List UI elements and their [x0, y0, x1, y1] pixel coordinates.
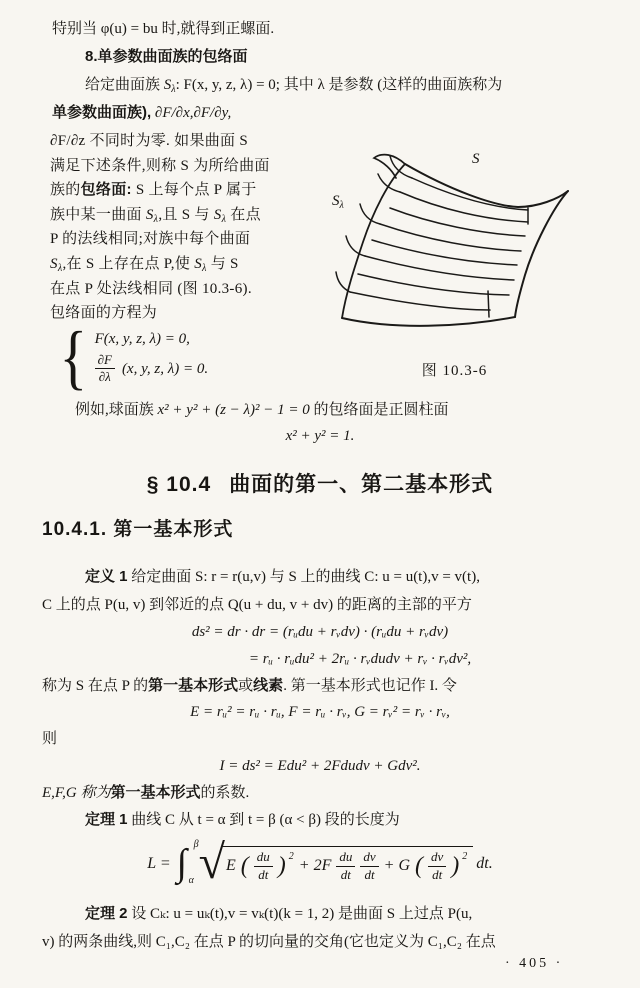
- intro-line-3-text: 给定曲面族: [85, 77, 164, 93]
- figure-lambda-subscript: λ: [339, 200, 344, 211]
- envelope-line-1: ∂F/∂z 不同时为零. 如果曲面 S: [50, 133, 249, 149]
- integral-upper-limit: β: [193, 839, 199, 850]
- line-element-term: 线素: [253, 677, 284, 694]
- fraction-denominator: dt: [340, 866, 351, 882]
- section-title: 曲面的第一、第二基本形式: [229, 473, 494, 496]
- figure-label-s-lambda: [332, 192, 344, 213]
- integral-glyph: ∫: [176, 842, 188, 884]
- figure-surface-s: S: [472, 151, 480, 167]
- radical-sign: √: [198, 836, 225, 889]
- surface-family-symbol: S: [163, 77, 172, 93]
- plus-G-term: + G: [383, 857, 410, 874]
- du-dt-fraction: [254, 850, 273, 881]
- fraction-denominator: dt: [364, 866, 375, 882]
- theorem-1-label: 定理 1: [85, 811, 128, 828]
- intro-line-3-rest: : F(x, y, z, λ) = 0; 其中 λ 是参数 (这样的曲面族称为: [175, 77, 503, 93]
- close-paren: ): [451, 853, 460, 879]
- formula-row: [0, 836, 640, 889]
- theorem-2-label: 定理 2: [85, 905, 128, 922]
- lambda-subscript: λ: [202, 262, 207, 274]
- theorem-2-text-1: 设 Cₖ: u = uₖ(t),v = vₖ(t)(k = 1, 2) 是曲面 S 上过点 P(u,: [127, 906, 473, 922]
- example-intro-text: 例如,球面族: [75, 402, 158, 418]
- theorem-2-line-2: v) 的两条曲线,则 C₁,C₂ 在点 P 的切向量的交角(它也定义为 C₁,C₂ 在点: [42, 934, 496, 950]
- envelope-line-8: 包络面的方程为: [50, 305, 158, 322]
- first-form-term: 第一基本形式: [148, 677, 239, 694]
- envelope-surface-drawing: [332, 150, 577, 334]
- lambda-subscript: λ: [221, 213, 227, 225]
- bold-family-term: 单参数曲面族),: [52, 104, 152, 121]
- integral-sign: [176, 839, 199, 886]
- intro-line-1: 特别当 φ(u) = bu 时,就得到正螺面.: [52, 21, 275, 37]
- example-line-1: [75, 401, 449, 420]
- equation-row-2-rest: (x, y, z, λ) = 0.: [121, 360, 209, 377]
- definition-1-label: 定义 1: [85, 568, 128, 585]
- partials-text: ∂F/∂x,∂F/∂y,: [151, 105, 232, 121]
- fraction-denominator: dt: [258, 866, 269, 882]
- definition-1-line-1: [85, 568, 480, 587]
- equation-row-2: [95, 353, 209, 384]
- lambda-subscript: λ: [171, 84, 176, 95]
- first-form-text-c: . 第一基本形式也记作 I. 令: [283, 678, 457, 694]
- envelope-line-6: [50, 252, 346, 277]
- envelope-paragraph: [50, 129, 346, 326]
- coefficients-term: 第一基本形式: [110, 784, 201, 801]
- example-end-text: 的包络面是正圆柱面: [309, 402, 449, 418]
- open-paren: (: [240, 853, 249, 879]
- coefficients-sentence: [42, 784, 249, 803]
- cylinder-equation: x² + y² = 1.: [285, 428, 355, 444]
- section-heading: [0, 472, 640, 498]
- envelope-line-4c: 在点: [226, 206, 261, 223]
- envelope-line-6a: ,在 S 上存在点 P,使: [62, 255, 195, 272]
- subsection-heading: 10.4.1. 第一基本形式: [42, 519, 234, 540]
- figure-family-s: S: [332, 193, 340, 209]
- envelope-line-5: P 的法线相同;对族中每个曲面: [50, 231, 251, 248]
- then-word: 则: [42, 731, 58, 747]
- arc-length-formula: [0, 836, 640, 889]
- envelope-line-4a: 族中某一曲面: [50, 206, 146, 223]
- first-form-text-b: 或: [238, 678, 254, 694]
- equation-row-1: F(x, y, z, λ) = 0,: [94, 330, 190, 347]
- figure-caption: 图 10.3-6: [421, 363, 488, 379]
- square-exponent: 2: [462, 850, 468, 862]
- dv-dt-fraction: [428, 850, 446, 881]
- dv-dt-fraction: [360, 850, 378, 881]
- plus-2F-term: + 2F: [298, 857, 332, 874]
- s-lambda-symbol: S: [50, 255, 58, 272]
- dt-differential: dt.: [476, 855, 493, 872]
- ds2-equation-line-1: ds² = dr · dr = (rᵤdu + rᵥdv) · (rᵤdu + rᵥdv): [191, 624, 449, 640]
- fraction-denominator: ∂λ: [98, 369, 111, 385]
- s-lambda-symbol: S: [213, 206, 222, 223]
- figure-label-s: [472, 150, 480, 169]
- integral-lower-limit: α: [188, 874, 194, 886]
- envelope-line-3c: S 上每个点 P 属于: [131, 182, 257, 199]
- fraction-denominator: dt: [432, 866, 443, 882]
- envelope-line-2: 满足下述条件,则称 S 为所给曲面: [50, 157, 270, 174]
- coefficients-text-a: E,F,G 称为: [42, 785, 111, 801]
- envelope-equation-system: [56, 317, 209, 397]
- du-dt-fraction: [336, 850, 355, 881]
- first-form-equation: I = ds² = Edu² + 2Fdudv + Gdv².: [219, 758, 421, 774]
- envelope-line-3: [50, 178, 346, 203]
- fraction-numerator: du: [336, 850, 355, 866]
- fraction-numerator: ∂F: [95, 353, 115, 369]
- s-lambda-symbol: S: [145, 206, 154, 223]
- fraction-numerator: dv: [360, 850, 378, 866]
- item-8-heading: 8.单参数曲面族的包络面: [85, 48, 248, 65]
- envelope-term-bold: 包络面:: [80, 181, 132, 199]
- s-lambda-symbol: S: [194, 255, 202, 272]
- equation-rows: [95, 330, 209, 385]
- envelope-line-4b: ,且 S 与: [158, 206, 214, 223]
- intro-line-4: [52, 104, 231, 123]
- figure-10-3-6: [332, 150, 577, 334]
- close-paren: ): [277, 853, 286, 879]
- coefficient-E: E: [226, 857, 236, 874]
- theorem-1-line: [85, 811, 400, 830]
- intro-line-3: [85, 76, 502, 97]
- fraction-numerator: dv: [428, 850, 446, 866]
- page-number: · 405 ·: [505, 956, 564, 971]
- lambda-subscript: λ: [57, 262, 63, 274]
- theorem-1-text: 曲线 C 从 t = α 到 t = β (α < β) 段的长度为: [127, 812, 400, 828]
- first-form-text-a: 称为 S 在点 P 的: [42, 678, 149, 694]
- formula-lhs: L =: [147, 855, 171, 872]
- coefficients-text-b: 的系数.: [200, 785, 250, 801]
- fraction-numerator: du: [254, 850, 273, 866]
- sphere-family-equation: x² + y² + (z − λ)² − 1 = 0: [157, 402, 310, 418]
- partial-fraction: [95, 353, 115, 384]
- open-paren: (: [415, 853, 423, 879]
- definition-1-text: 给定曲面 S: r = r(u,v) 与 S 上的曲线 C: u = u(t),v = v(t),: [127, 569, 480, 585]
- efg-definition-equation: E = rᵤ² = rᵤ · rᵤ, F = rᵤ · rᵥ, G = rᵥ² = rᵥ · rᵥ,: [190, 704, 450, 720]
- theorem-2-line-1: [85, 905, 472, 924]
- square-exponent: 2: [288, 850, 294, 862]
- definition-1-line-2: C 上的点 P(u, v) 到邻近的点 Q(u + du, v + dv) 的距离的主部的平方: [42, 597, 472, 613]
- envelope-line-7: 在点 P 处法线相同 (图 10.3-6).: [50, 280, 252, 297]
- first-form-sentence: [42, 677, 457, 696]
- lambda-subscript: λ: [153, 213, 159, 225]
- envelope-line-4: [50, 203, 346, 228]
- section-number: § 10.4: [146, 473, 212, 496]
- ds2-equation-line-2: = rᵤ · rᵤdu² + 2rᵤ · rᵥdudv + rᵥ · rᵥdv²,: [248, 651, 472, 667]
- envelope-line-6b: 与 S: [206, 255, 239, 272]
- envelope-line-3a: 族的: [50, 182, 81, 199]
- radicand: [222, 846, 473, 881]
- left-brace: {: [59, 317, 88, 397]
